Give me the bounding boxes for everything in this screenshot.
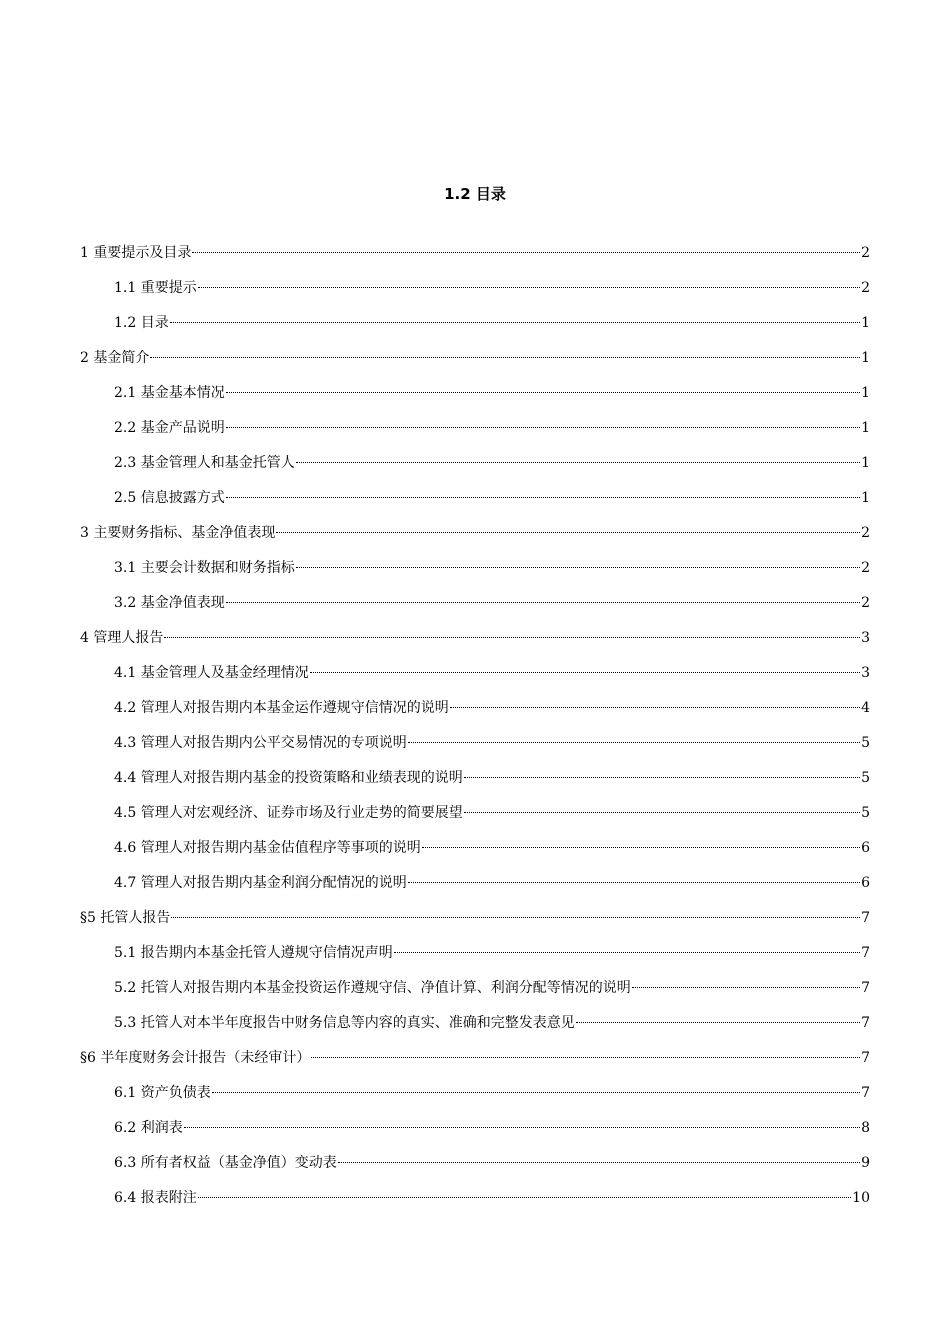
toc-entry-label: 6.2 利润表 (114, 1120, 183, 1136)
toc-entry-page-number: 4 (861, 700, 870, 716)
toc-entry-label: 5.3 托管人对本半年度报告中财务信息等内容的真实、准确和完整发表意见 (114, 1015, 575, 1031)
toc-entry-page-number: 1 (861, 490, 870, 506)
toc-subsection-entry[interactable] (80, 1083, 870, 1118)
toc-entry-page-number: 2 (861, 560, 870, 576)
toc-entry-page-number: 5 (861, 770, 870, 786)
toc-entry-label: 1.2 目录 (114, 315, 169, 331)
toc-subsection-entry[interactable] (80, 383, 870, 418)
toc-entry-page-number: 1 (861, 350, 870, 366)
toc-entry-label: 5.1 报告期内本基金托管人遵规守信情况声明 (114, 945, 393, 961)
toc-subsection-entry[interactable] (80, 593, 870, 628)
toc-entry-label: 4 管理人报告 (80, 630, 164, 646)
toc-entry-page-number: 1 (861, 385, 870, 401)
toc-subsection-entry[interactable] (80, 1153, 870, 1188)
toc-entry-page-number: 7 (861, 1085, 870, 1101)
toc-subsection-entry[interactable] (80, 978, 870, 1013)
toc-entry-page-number: 6 (861, 840, 870, 856)
dot-leader (464, 777, 860, 778)
toc-entry-label: 3 主要财务指标、基金净值表现 (80, 525, 276, 541)
toc-entry-page-number: 1 (861, 420, 870, 436)
dot-leader (226, 497, 860, 498)
dot-leader (226, 602, 860, 603)
toc-subsection-entry[interactable] (80, 1013, 870, 1048)
toc-entry-label: 1 重要提示及目录 (80, 245, 192, 261)
dot-leader (632, 987, 860, 988)
toc-subsection-entry[interactable] (80, 663, 870, 698)
dot-leader (170, 322, 860, 323)
toc-entry-label: 4.2 管理人对报告期内本基金运作遵规守信情况的说明 (114, 700, 449, 716)
toc-subsection-entry[interactable] (80, 803, 870, 838)
toc-section-entry[interactable] (80, 523, 870, 558)
toc-entry-label: 6.1 资产负债表 (114, 1085, 211, 1101)
toc-entry-page-number: 7 (861, 910, 870, 926)
toc-subsection-entry[interactable] (80, 488, 870, 523)
dot-leader (422, 847, 860, 848)
toc-entry-page-number: 1 (861, 315, 870, 331)
toc-section-entry[interactable] (80, 1048, 870, 1083)
toc-entry-label: 4.6 管理人对报告期内基金估值程序等事项的说明 (114, 840, 421, 856)
toc-entry-label: 5.2 托管人对报告期内本基金投资运作遵规守信、净值计算、利润分配等情况的说明 (114, 980, 631, 996)
toc-entry-page-number: 3 (861, 665, 870, 681)
toc-entry-label: 2.5 信息披露方式 (114, 490, 225, 506)
dot-leader (394, 952, 860, 953)
toc-entry-label: 6.3 所有者权益（基金净值）变动表 (114, 1155, 337, 1171)
toc-subsection-entry[interactable] (80, 943, 870, 978)
toc-entry-page-number: 2 (861, 280, 870, 296)
toc-section-entry[interactable] (80, 243, 870, 278)
dot-leader (408, 742, 860, 743)
toc-entry-page-number: 3 (861, 630, 870, 646)
toc-entry-page-number: 5 (861, 805, 870, 821)
dot-leader (310, 672, 860, 673)
toc-entry-page-number: 7 (861, 980, 870, 996)
toc-entry-label: 1.1 重要提示 (114, 280, 197, 296)
toc-entry-label: 2.1 基金基本情况 (114, 385, 225, 401)
toc-entry-page-number: 1 (861, 455, 870, 471)
toc-entry-page-number: 2 (861, 245, 870, 261)
toc-entry-label: §5 托管人报告 (80, 910, 171, 926)
toc-subsection-entry[interactable] (80, 278, 870, 313)
toc-entry-page-number: 2 (861, 595, 870, 611)
toc-subsection-entry[interactable] (80, 873, 870, 908)
toc-entry-label: 3.1 主要会计数据和财务指标 (114, 560, 295, 576)
toc-entry-page-number: 7 (861, 945, 870, 961)
dot-leader (212, 1092, 860, 1093)
dot-leader (192, 252, 860, 253)
toc-entry-label: 4.7 管理人对报告期内基金利润分配情况的说明 (114, 875, 407, 891)
dot-leader (408, 882, 860, 883)
dot-leader (311, 1057, 860, 1058)
toc-subsection-entry[interactable] (80, 1188, 870, 1223)
toc-subsection-entry[interactable] (80, 838, 870, 873)
toc-subsection-entry[interactable] (80, 1118, 870, 1153)
toc-entry-label: 2.3 基金管理人和基金托管人 (114, 455, 295, 471)
toc-entry-page-number: 9 (861, 1155, 870, 1171)
toc-subsection-entry[interactable] (80, 698, 870, 733)
toc-subsection-entry[interactable] (80, 558, 870, 593)
toc-entry-page-number: 5 (861, 735, 870, 751)
toc-entry-label: 4.5 管理人对宏观经济、证券市场及行业走势的简要展望 (114, 805, 463, 821)
toc-entry-page-number: 7 (861, 1050, 870, 1066)
dot-leader (296, 462, 860, 463)
toc-section-entry[interactable] (80, 628, 870, 663)
dot-leader (198, 287, 860, 288)
toc-subsection-entry[interactable] (80, 313, 870, 348)
toc-subsection-entry[interactable] (80, 418, 870, 453)
dot-leader (576, 1022, 860, 1023)
dot-leader (276, 532, 860, 533)
toc-entry-page-number: 6 (861, 875, 870, 891)
dot-leader (226, 392, 860, 393)
toc-entry-page-number: 8 (861, 1120, 870, 1136)
dot-leader (226, 427, 860, 428)
dot-leader (184, 1127, 860, 1128)
dot-leader (198, 1197, 851, 1198)
toc-entry-label: 4.4 管理人对报告期内基金的投资策略和业绩表现的说明 (114, 770, 463, 786)
toc-entry-label: 4.1 基金管理人及基金经理情况 (114, 665, 309, 681)
toc-entry-label: 2.2 基金产品说明 (114, 420, 225, 436)
dot-leader (150, 357, 860, 358)
dot-leader (338, 1162, 860, 1163)
toc-entry-label: §6 半年度财务会计报告（未经审计） (80, 1050, 311, 1066)
dot-leader (450, 707, 860, 708)
dot-leader (296, 567, 860, 568)
dot-leader (464, 812, 860, 813)
toc-entry-page-number: 2 (861, 525, 870, 541)
toc-entry-label: 6.4 报表附注 (114, 1190, 197, 1206)
toc-entry-label: 3.2 基金净值表现 (114, 595, 225, 611)
toc-section-entry[interactable] (80, 348, 870, 383)
toc-entry-page-number: 10 (852, 1190, 870, 1206)
toc-entry-label: 4.3 管理人对报告期内公平交易情况的专项说明 (114, 735, 407, 751)
dot-leader (164, 637, 860, 638)
toc-subsection-entry[interactable] (80, 453, 870, 488)
toc-subsection-entry[interactable] (80, 733, 870, 768)
table-of-contents (80, 243, 870, 1223)
toc-section-entry[interactable] (80, 908, 870, 943)
dot-leader (171, 917, 860, 918)
toc-entry-label: 2 基金简介 (80, 350, 150, 366)
toc-title: 1.2 目录 (444, 185, 506, 203)
toc-subsection-entry[interactable] (80, 768, 870, 803)
toc-entry-page-number: 7 (861, 1015, 870, 1031)
